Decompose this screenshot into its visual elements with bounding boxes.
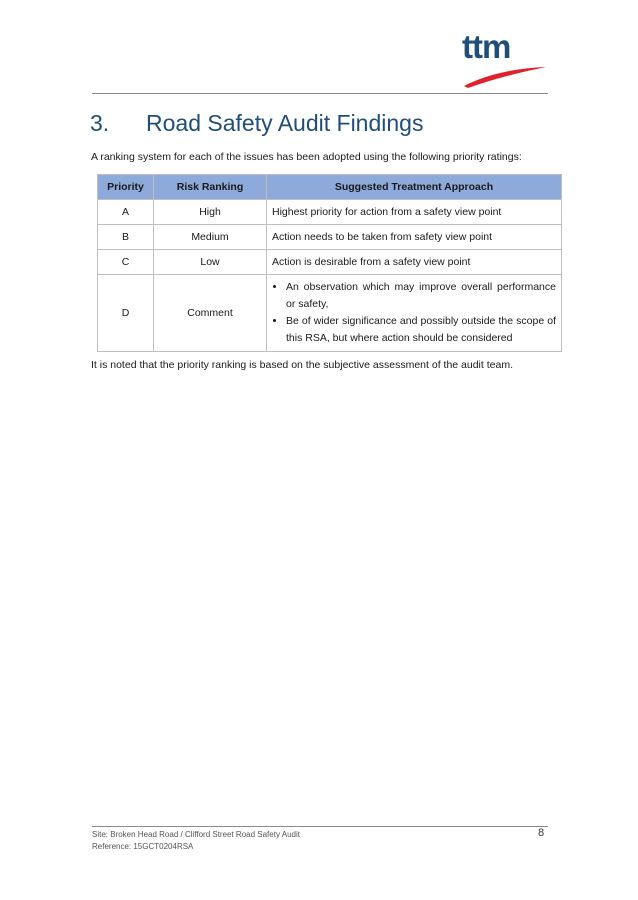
approach-cell: Action needs to be taken from safety view point — [267, 225, 562, 250]
table-row — [98, 275, 562, 352]
risk-cell: Low — [154, 250, 267, 275]
footer-site: Site: Broken Head Road / Clifford Street Road Safety Audit — [92, 830, 300, 839]
risk-cell: Comment — [154, 275, 267, 352]
logo-swoosh-icon — [462, 62, 548, 90]
table-header-row — [98, 175, 562, 200]
approach-cell: Action is desirable from a safety view point — [267, 250, 562, 275]
risk-cell: High — [154, 200, 267, 225]
priority-cell: A — [98, 200, 154, 225]
ttm-logo — [462, 28, 548, 90]
approach-cell — [267, 275, 562, 352]
footer-reference: Reference: 15GCT0204RSA — [92, 842, 194, 851]
logo-text: ttm — [462, 28, 511, 65]
priority-ratings-table — [97, 174, 562, 352]
approach-cell: Highest priority for action from a safety view point — [267, 200, 562, 225]
intro-paragraph: A ranking system for each of the issues has been adopted using the following priority ratings: — [91, 151, 522, 163]
header-risk-ranking: Risk Ranking — [154, 175, 267, 200]
header-priority: Priority — [98, 175, 154, 200]
header-treatment-approach: Suggested Treatment Approach — [267, 175, 562, 200]
section-number: 3. — [90, 110, 110, 136]
priority-cell: B — [98, 225, 154, 250]
footer-divider — [92, 826, 548, 827]
table-row — [98, 200, 562, 225]
section-title: Road Safety Audit Findings — [146, 110, 424, 136]
section-heading — [90, 108, 423, 138]
priority-cell: D — [98, 275, 154, 352]
priority-cell: C — [98, 250, 154, 275]
header-divider — [92, 93, 548, 94]
table-row — [98, 225, 562, 250]
closing-note: It is noted that the priority ranking is based on the subjective assessment of the audit team. — [91, 359, 513, 371]
list-item: • Be of wider significance and possibly outside the scope of this RSA, but where action should be considered — [286, 313, 556, 347]
list-item: • An observation which may improve overall performance or safety, — [286, 279, 556, 313]
table-row — [98, 250, 562, 275]
approach-bullet-list — [272, 279, 556, 347]
page-number: 8 — [538, 827, 545, 839]
risk-cell: Medium — [154, 225, 267, 250]
